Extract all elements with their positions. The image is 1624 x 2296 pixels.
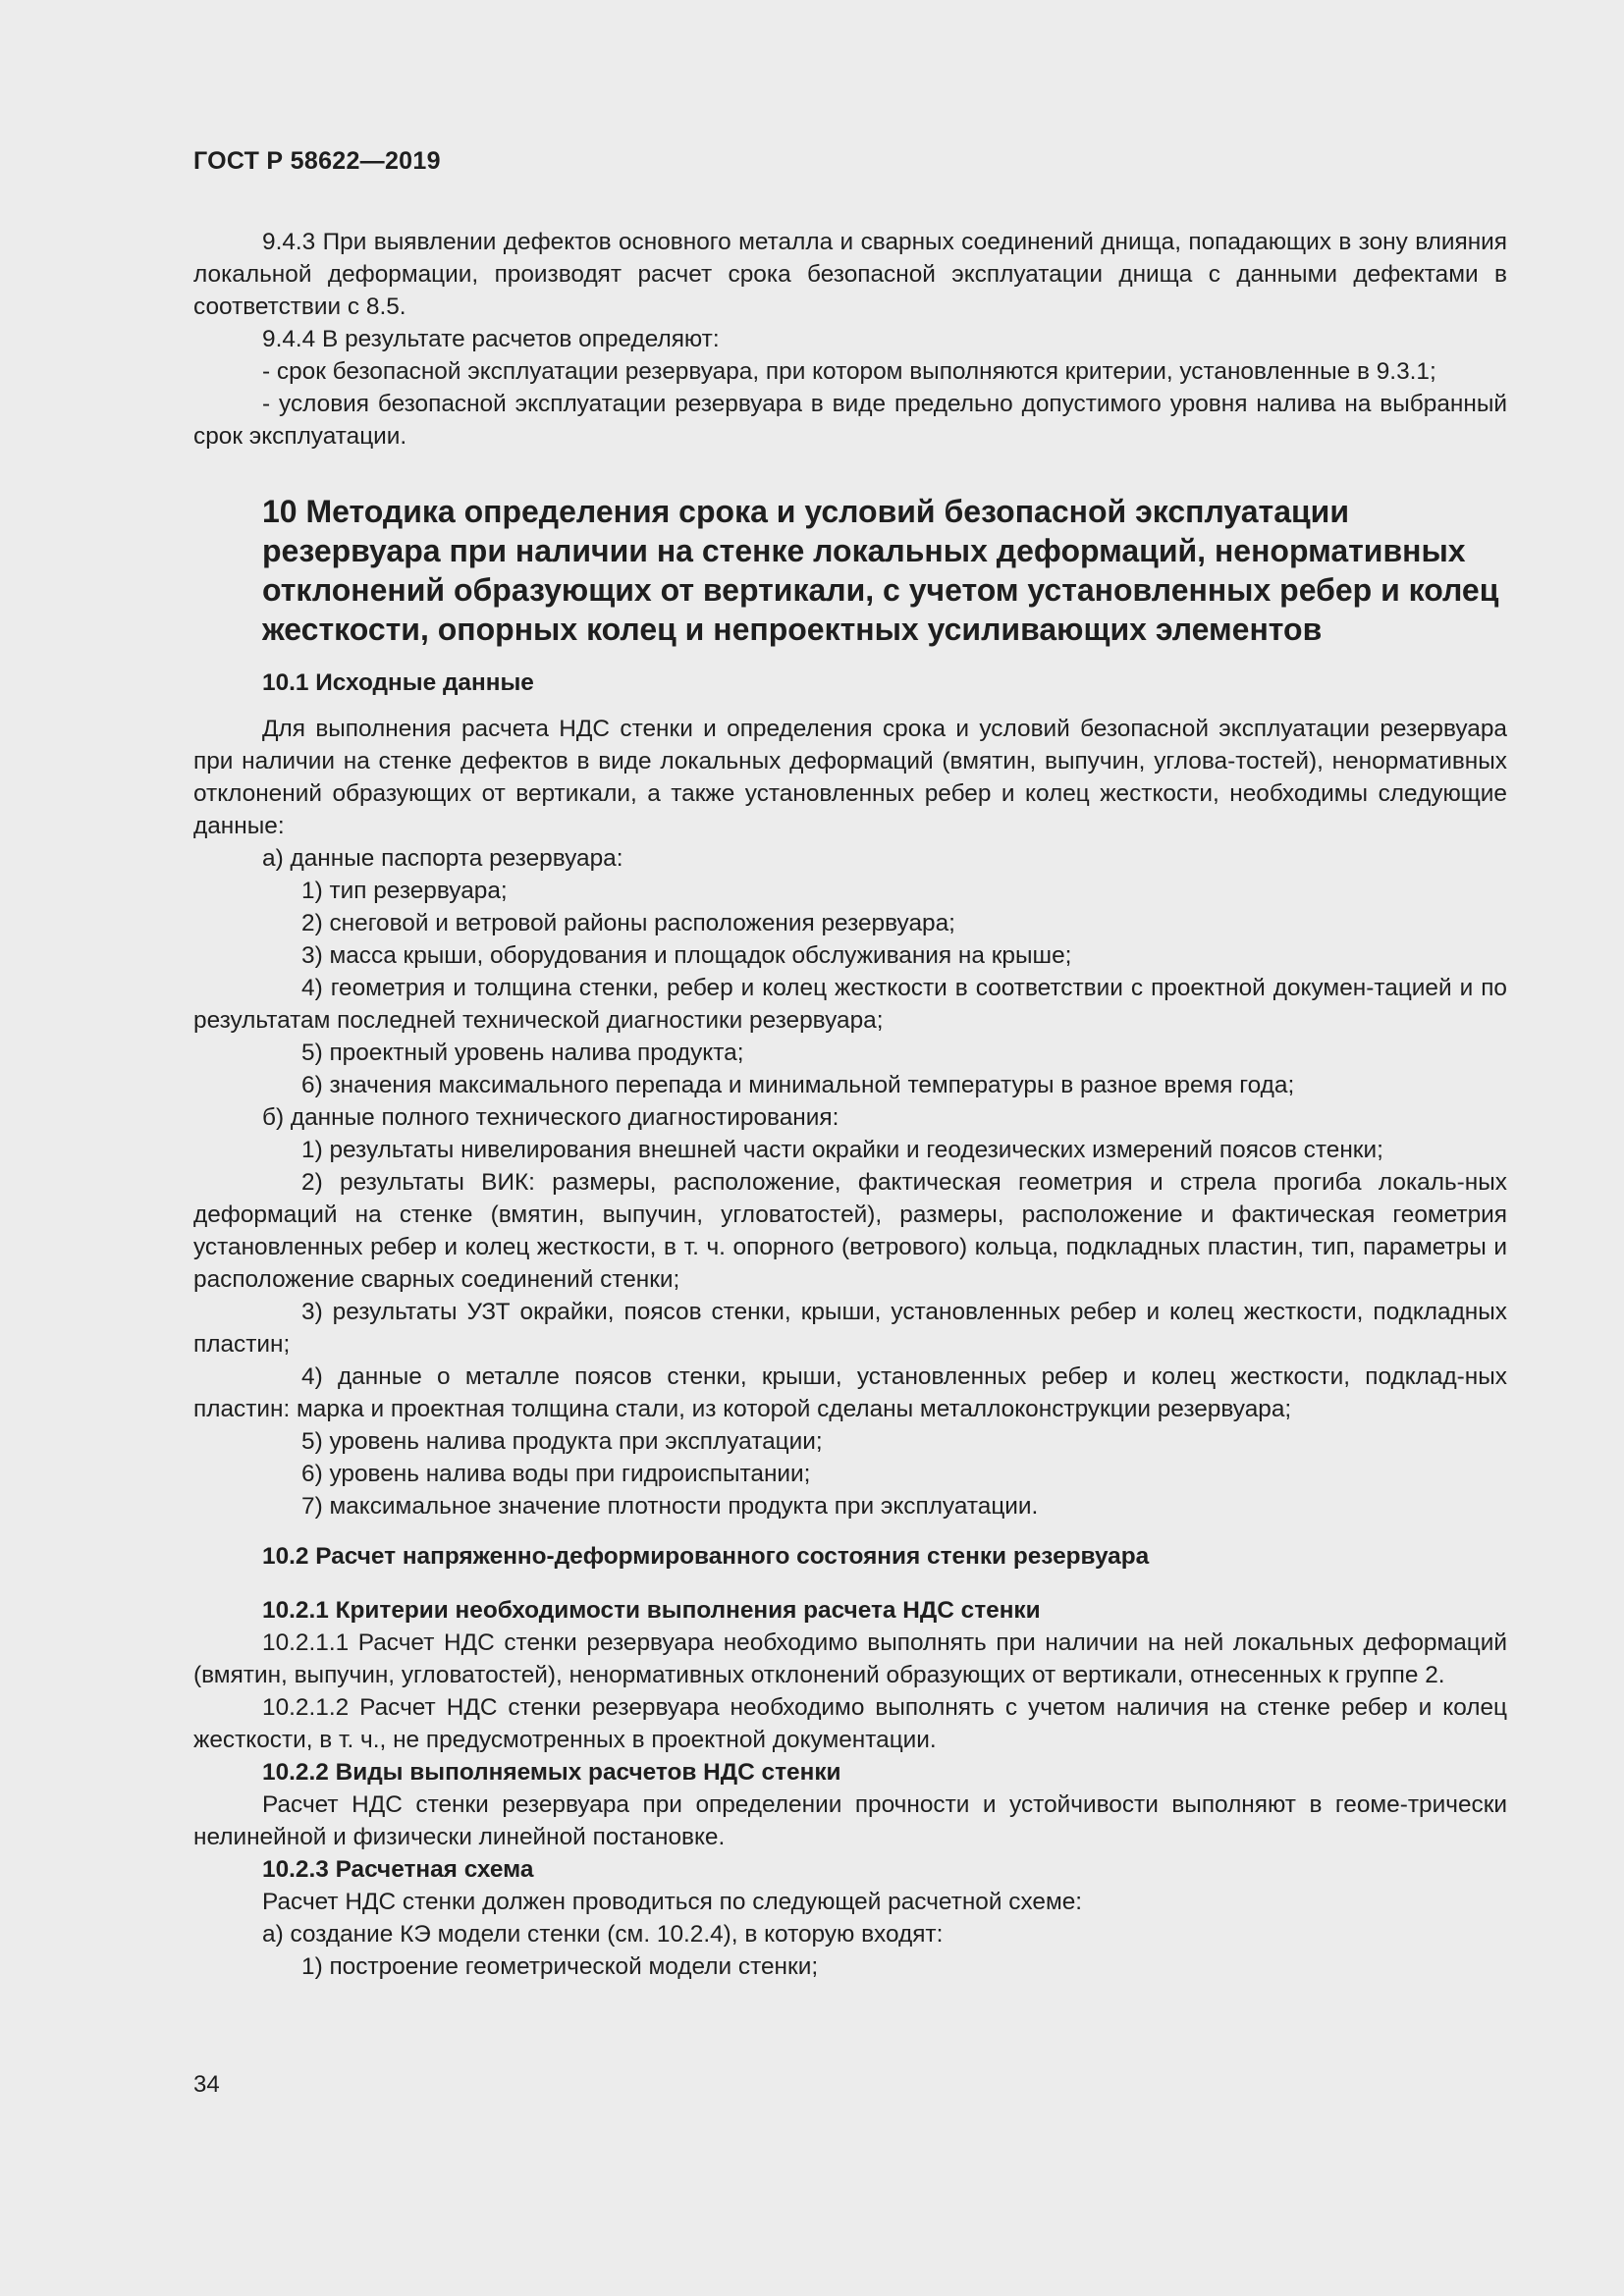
page-number: 34 bbox=[193, 2071, 220, 2098]
paragraph-10-2-1-1: 10.2.1.1 Расчет НДС стенки резервуара необходимо выполнять при наличии на ней локальных деформаций (вмятин, выпучин, угловатостей), ненормативных отклонений образующих от вертикали, отнесенных к группе 2. bbox=[193, 1629, 1507, 1688]
list-item: 4) геометрия и толщина стенки, ребер и колец жесткости в соответствии с проектной докумен-тацией и по результатам последней технической диагностики резервуара; bbox=[193, 975, 1507, 1034]
paragraph-10-2-1-2: 10.2.1.2 Расчет НДС стенки резервуара необходимо выполнять с учетом наличия на стенке ребер и колец жесткости, в т. ч., не предусмотренных в проектной документации. bbox=[193, 1694, 1507, 1753]
section-10-title: 10 Методика определения срока и условий безопасной эксплуатации резервуара при наличии на стенке локальных деформаций, ненормативных отклонений образующих от вертикали, с учетом установленных ребер и колец жесткости, опорных колец и непроектных усиливающих элементов bbox=[262, 494, 1499, 647]
list-item: 5) уровень налива продукта при эксплуатации; bbox=[301, 1428, 823, 1455]
subsection-10-2-title: 10.2 Расчет напряженно-деформированного состояния стенки резервуара bbox=[262, 1543, 1150, 1570]
list-item: 1) результаты нивелирования внешней части окрайки и геодезических измерений поясов стенки; bbox=[301, 1137, 1383, 1163]
list-item: 6) уровень налива воды при гидроиспытании; bbox=[301, 1461, 811, 1487]
list-item: 6) значения максимального перепада и минимальной температуры в разное время года; bbox=[301, 1072, 1295, 1098]
paragraph-9-4-4: 9.4.4 В результате расчетов определяют: bbox=[262, 326, 720, 352]
paragraph-9-4-4-item-a: - срок безопасной эксплуатации резервуара, при котором выполняются критерии, установленные в 9.3.1; bbox=[262, 358, 1436, 385]
list-a-heading: а) данные паспорта резервуара: bbox=[262, 845, 623, 872]
paragraph-9-4-4-item-b: - условия безопасной эксплуатации резервуара в виде предельно допустимого уровня налива на выбранный срок эксплуатации. bbox=[193, 391, 1507, 450]
page-content bbox=[193, 226, 1507, 1983]
list-item: 3) масса крыши, оборудования и площадок обслуживания на крыше; bbox=[301, 942, 1072, 969]
list-item: 2) результаты ВИК: размеры, расположение, фактическая геометрия и стрела прогиба локаль-ных деформаций на стенке (вмятин, выпучин, угловатостей), размеры, расположение и фактическая геометрия установленных ребер и колец жесткости, в т. ч. опорного (ветрового) кольца, подкладных пластин, тип, параметры и расположение сварных соединений стенки; bbox=[193, 1169, 1507, 1293]
subsection-10-2-2-title: 10.2.2 Виды выполняемых расчетов НДС стенки bbox=[262, 1759, 841, 1786]
list-b-heading: б) данные полного технического диагностирования: bbox=[262, 1104, 839, 1131]
paragraph-9-4-3: 9.4.3 При выявлении дефектов основного металла и сварных соединений днища, попадающих в зону влияния локальной деформации, производят расчет срока безопасной эксплуатации днища с данными дефектами в соответствии с 8.5. bbox=[193, 229, 1507, 320]
paragraph-10-2-2: Расчет НДС стенки резервуара при определении прочности и устойчивости выполняют в геоме-трически нелинейной и физически линейной постановке. bbox=[193, 1791, 1507, 1850]
list-item: 4) данные о металле поясов стенки, крыши, установленных ребер и колец жесткости, подклад-ных пластин: марка и проектная толщина стали, из которой сделаны металлоконструкции резервуара; bbox=[193, 1363, 1507, 1422]
list-item: 7) максимальное значение плотности продукта при эксплуатации. bbox=[301, 1493, 1039, 1520]
subsection-10-2-1-title: 10.2.1 Критерии необходимости выполнения расчета НДС стенки bbox=[262, 1597, 1041, 1624]
paragraph-10-2-3-item-a1: 1) построение геометрической модели стенки; bbox=[301, 1953, 819, 1980]
list-item: 1) тип резервуара; bbox=[301, 878, 508, 904]
document-code-header: ГОСТ Р 58622—2019 bbox=[193, 147, 441, 175]
subsection-10-1-title: 10.1 Исходные данные bbox=[262, 669, 534, 696]
paragraph-10-1-intro: Для выполнения расчета НДС стенки и определения срока и условий безопасной эксплуатации резервуара при наличии на стенке дефектов в виде локальных деформаций (вмятин, выпучин, углова-тостей), ненормативных отклонений образующих от вертикали, а также установленных ребер и колец жесткости, необходимы следующие данные: bbox=[193, 716, 1507, 839]
list-item: 3) результаты УЗТ окрайки, поясов стенки, крыши, установленных ребер и колец жесткости, подкладных пластин; bbox=[193, 1299, 1507, 1358]
subsection-10-2-3-title: 10.2.3 Расчетная схема bbox=[262, 1856, 534, 1883]
list-item: 5) проектный уровень налива продукта; bbox=[301, 1040, 744, 1066]
paragraph-10-2-3-item-a: а) создание КЭ модели стенки (см. 10.2.4), в которую входят: bbox=[262, 1921, 944, 1948]
paragraph-10-2-3: Расчет НДС стенки должен проводиться по следующей расчетной схеме: bbox=[262, 1889, 1083, 1915]
list-item: 2) снеговой и ветровой районы расположения резервуара; bbox=[301, 910, 955, 936]
